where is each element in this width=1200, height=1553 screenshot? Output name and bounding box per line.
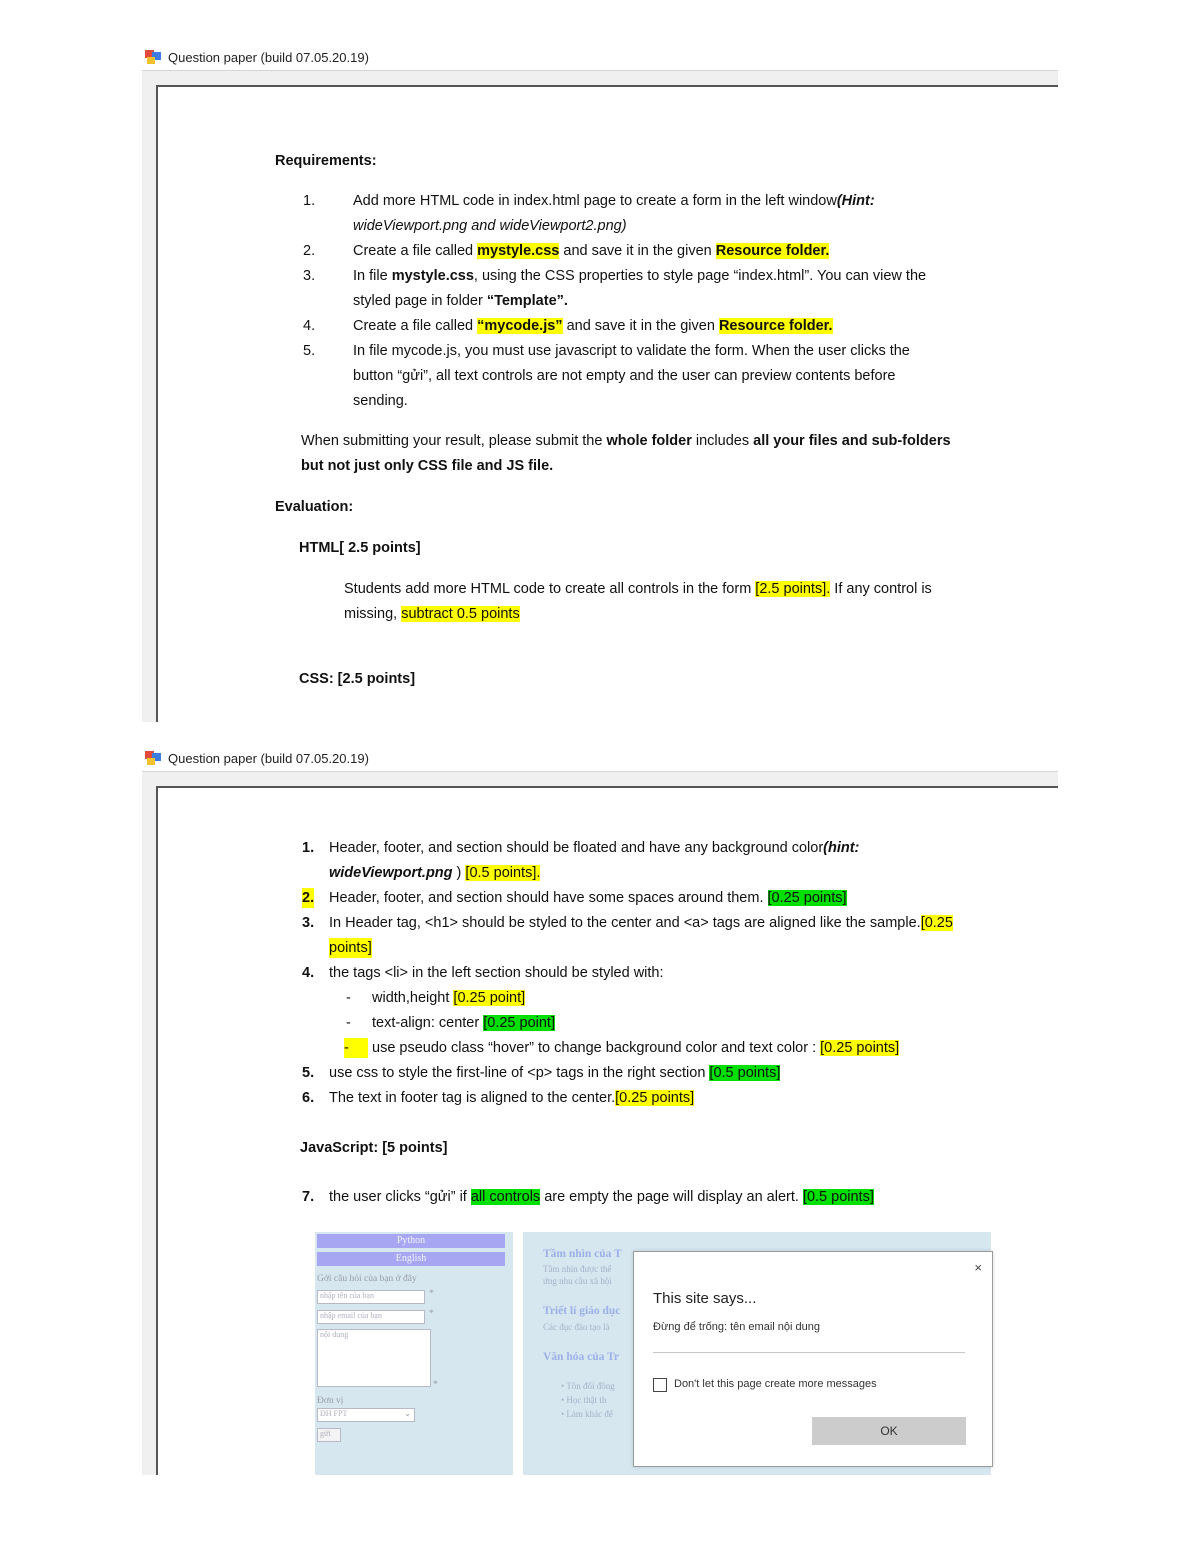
list-item-cont: wideViewport.png ) [0.5 points]. [329,865,541,881]
list-number: 3. [303,268,316,284]
evaluation-heading: Evaluation: [275,499,354,515]
close-icon[interactable]: × [974,1260,982,1275]
list-number: 7. [302,1189,315,1205]
required-star: * [433,1380,438,1390]
section-text: Tầm nhìn được thể [543,1264,612,1274]
list-item: • Làm khác để [561,1409,613,1419]
window-title: Question paper (build 07.05.20.19) [168,750,369,766]
alert-dialog [633,1251,993,1467]
list-number: 1. [302,840,315,856]
list-item: • Học thật th [561,1395,607,1405]
list-item-cont: styled page in folder “Template”. [353,293,568,309]
sub-item-dash: - [344,1038,368,1058]
submit-note-cont: but not just only CSS file and JS file. [301,458,554,474]
suppress-checkbox-label: Don't let this page create more messages [674,1378,877,1390]
sub-item-dash: - [346,1015,351,1031]
list-item: Create a file called “mycode.js” and save it in the given Resource folder. [353,318,833,334]
list-item: the user clicks “gửi” if all controls are empty the page will display an alert. [0.5 points] [329,1189,874,1205]
list-item: In Header tag, <h1> should be styled to the center and <a> tags are aligned like the sample.[0.25 [329,915,953,931]
list-item: In file mycode.js, you must use javascript to validate the form. When the user clicks the [353,343,910,359]
content-textarea[interactable]: nội dung [317,1329,431,1387]
html-criteria: Students add more HTML code to create all controls in the form [2.5 points]. If any control is [344,581,932,597]
required-star: * [429,1309,434,1319]
list-number: 2. [303,243,316,259]
list-item: Header, footer, and section should be floated and have any background color(hint: [329,840,860,856]
list-item: the tags <li> in the left section should be styled with: [329,965,664,981]
list-item: • Tôn đổi đồng [561,1381,615,1391]
list-number: 6. [302,1090,315,1106]
list-item-cont: sending. [353,393,408,409]
html-criteria-cont: missing, subtract 0.5 points [344,606,520,622]
list-number: 5. [302,1065,315,1081]
email-input[interactable]: nhập email của bạn [317,1310,425,1324]
question-panel-1 [142,70,1058,722]
javascript-heading: JavaScript: [5 points] [300,1140,448,1156]
nav-item-python[interactable]: Python [317,1234,505,1248]
css-heading: CSS: [2.5 points] [299,671,416,687]
question-panel-2 [142,771,1058,1475]
list-item-cont: points] [329,940,372,956]
sub-item: use pseudo class “hover” to change background color and text color : [0.25 points] [372,1040,900,1056]
sample-form-pane [315,1232,513,1475]
list-item: In file mystyle.css, using the CSS properties to style page “index.html”. You can view the [353,268,927,284]
send-button[interactable]: gửi [317,1428,341,1442]
document-page-2[interactable] [156,786,1058,1475]
list-item: Create a file called mystyle.css and save it in the given Resource folder. [353,243,830,259]
submit-note: When submitting your result, please submit the whole folder includes all your files and sub-folders [301,433,951,449]
section-heading: Tầm nhìn của T [543,1248,622,1260]
sub-item: width,height [0.25 point] [372,990,526,1006]
requirements-heading: Requirements: [275,153,377,169]
sub-item: text-align: center [0.25 point] [372,1015,555,1031]
divider [653,1352,965,1353]
html-heading: HTML[ 2.5 points] [299,540,421,556]
window-title-bar [145,47,369,67]
list-item-cont: button “gửi”, all text controls are not empty and the user can preview contents before [353,368,896,384]
ok-button[interactable]: OK [812,1417,966,1445]
list-number: 2. [302,890,315,906]
list-number: 4. [302,965,315,981]
dialog-title: This site says... [653,1290,757,1307]
list-number: 1. [303,193,316,209]
app-icon [145,750,161,766]
dialog-message: Đừng để trống: tên email nội dung [653,1321,820,1333]
document-page-1[interactable] [156,85,1058,722]
suppress-checkbox[interactable] [653,1378,667,1392]
unit-label: Đơn vị [317,1396,344,1406]
list-number: 3. [302,915,315,931]
form-label: Gởi câu hỏi của bạn ở đây [317,1274,417,1284]
app-icon [145,49,161,65]
section-heading: Triết lí giáo dục [543,1305,621,1317]
section-heading: Văn hóa của Tr [543,1351,619,1363]
chevron-down-icon: ⌄ [404,1409,411,1418]
list-item: The text in footer tag is aligned to the center.[0.25 points] [329,1090,695,1106]
section-text: Các đục đào tạo là [543,1322,610,1332]
list-item: use css to style the first-line of <p> tags in the right section [0.5 points] [329,1065,781,1081]
unit-select[interactable]: ĐH FPT ⌄ [317,1408,415,1422]
required-star: * [429,1289,434,1299]
section-text: ứng nhu cầu xã hội [543,1276,612,1286]
list-item: Header, footer, and section should have some spaces around them. [0.25 points] [329,890,847,906]
sub-item-dash: - [346,990,351,1006]
list-item: Add more HTML code in index.html page to create a form in the left window(Hint: [353,193,875,209]
name-input[interactable]: nhập tên của bạn [317,1290,425,1304]
list-number: 4. [303,318,316,334]
list-item-cont: wideViewport.png and wideViewport2.png) [353,218,627,234]
window-title-bar [145,748,369,768]
list-number: 5. [303,343,316,359]
window-title: Question paper (build 07.05.20.19) [168,49,369,65]
nav-item-english[interactable]: English [317,1252,505,1266]
